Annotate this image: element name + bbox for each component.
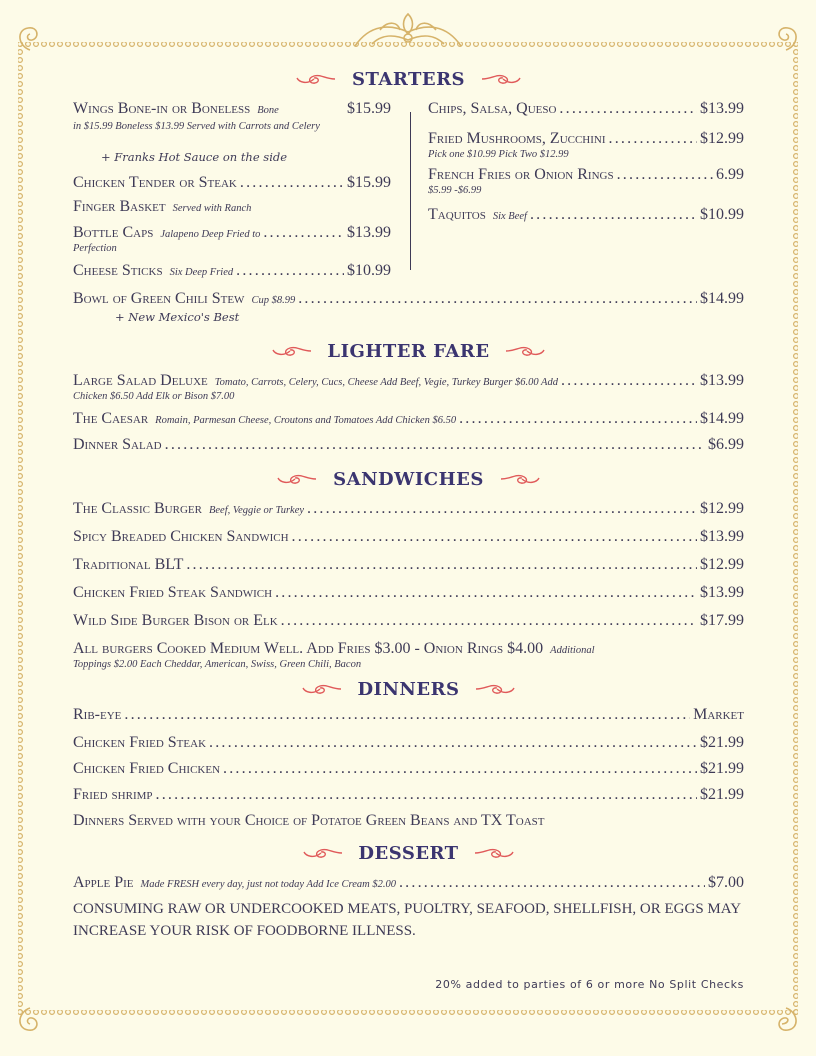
burger-note: [73, 640, 744, 658]
swirl-right-icon: [473, 846, 515, 860]
item-name: Fried shrimp: [73, 786, 153, 803]
item-description: Romain, Parmesan Cheese, Croutons and Tomatoes Add Chicken $6.50: [155, 415, 457, 426]
item-name: Spicy Breaded Chicken Sandwich: [73, 528, 289, 545]
item-name: Large Salad Deluxe: [73, 372, 208, 389]
item-price: $13.99: [700, 528, 744, 545]
sandwiches-title: SANDWICHES: [333, 468, 484, 490]
item-name: Bottle Caps: [73, 224, 154, 241]
menu-item: [428, 130, 744, 148]
item-description: Beef, Veggie or Turkey: [208, 505, 305, 516]
item-price: $10.99: [700, 206, 744, 223]
menu-item: [73, 734, 744, 752]
menu-item: [73, 410, 744, 428]
swirl-left-icon: [276, 472, 318, 486]
dinners-note: Dinners Served with your Choice of Potatoe Green Beans and TX Toast: [73, 812, 545, 829]
item-price: $21.99: [700, 760, 744, 777]
swirl-left-icon: [302, 846, 344, 860]
dinners-title: DINNERS: [357, 678, 460, 700]
item-description: Jalapeno Deep Fried to: [160, 229, 261, 240]
burger-note-description: Additional: [550, 645, 595, 656]
item-description: Bone: [257, 105, 279, 116]
food-safety-warning: CONSUMING RAW OR UNDERCOOKED MEATS, PUOLTRY, SEAFOOD, SHELLFISH, OR EGGS MAY INCREASE YOUR RISK OF FOODBORNE ILLNESS.: [73, 901, 741, 939]
item-price: $13.99: [700, 100, 744, 117]
item-price: $7.00: [708, 874, 744, 891]
item-name: Dinner Salad: [73, 436, 162, 453]
item-name: Chicken Fried Steak Sandwich: [73, 584, 273, 601]
menu-item: [428, 166, 744, 184]
item-price: $14.99: [700, 410, 744, 427]
item-price: $21.99: [700, 786, 744, 803]
swirl-left-icon: [271, 344, 313, 358]
item-price: $14.99: [700, 290, 744, 307]
item-name: Wild Side Burger Bison or Elk: [73, 612, 278, 629]
item-description: Six Beef: [492, 211, 527, 222]
item-price: 6.99: [716, 166, 744, 183]
item-price: $13.99: [700, 584, 744, 601]
section-heading-dinners: [73, 678, 744, 700]
item-subtext: in $15.99 Boneless $13.99 Served with Carrots and Celery: [73, 121, 320, 132]
item-price: $21.99: [700, 734, 744, 751]
menu-item: [73, 174, 391, 192]
item-price: $17.99: [700, 612, 744, 629]
item-name: Chicken Tender or Steak: [73, 174, 237, 191]
menu-item: [73, 874, 744, 892]
dessert-title: DESSERT: [358, 842, 459, 864]
item-name: Rib-eye: [73, 706, 122, 723]
menu-item: [73, 436, 744, 454]
item-description: Made FRESH every day, just not today Add Ice Cream $2.00: [140, 879, 396, 890]
item-price: $10.99: [347, 262, 391, 279]
item-name: The Caesar: [73, 410, 149, 427]
column-divider: [410, 112, 411, 270]
item-price: Market: [693, 706, 744, 723]
item-price: $15.99: [347, 174, 391, 191]
menu-item: [73, 224, 391, 242]
menu-item: [428, 206, 744, 224]
menu-item: [73, 584, 744, 602]
item-description: Cup $8.99: [251, 295, 296, 306]
section-heading-starters: [73, 68, 744, 90]
item-subtext: Chicken $6.50 Add Elk or Bison $7.00: [73, 391, 235, 402]
footer-policy: 20% added to parties of 6 or more No Split Checks: [435, 978, 744, 991]
menu-item: [73, 198, 391, 216]
item-name: The Classic Burger: [73, 500, 202, 517]
menu-item: [73, 500, 744, 518]
swirl-right-icon: [504, 344, 546, 358]
item-price: $12.99: [700, 556, 744, 573]
item-name: Chips, Salsa, Queso: [428, 100, 557, 117]
item-name: Fried Mushrooms, Zucchini: [428, 130, 606, 147]
item-description: Tomato, Carrots, Celery, Cucs, Cheese Add Beef, Vegie, Turkey Burger $6.00 Add: [214, 377, 558, 388]
menu-item: [73, 556, 744, 574]
item-price: $15.99: [347, 100, 391, 117]
item-name: Traditional BLT: [73, 556, 184, 573]
starters-title: STARTERS: [351, 68, 466, 90]
item-name: Chicken Fried Chicken: [73, 760, 221, 777]
swirl-left-icon: [301, 682, 343, 696]
section-heading-sandwiches: [73, 468, 744, 490]
item-name: Wings Bone-in or Boneless: [73, 100, 251, 117]
menu-item: [73, 262, 391, 280]
item-price: $6.99: [708, 436, 744, 453]
item-price: $12.99: [700, 130, 744, 147]
burger-note-text: All burgers Cooked Medium Well. Add Fries $3.00 - Onion Rings $4.00: [73, 640, 544, 657]
item-subtext: $5.99 -$6.99: [428, 185, 482, 196]
item-note: + Franks Hot Sauce on the side: [101, 150, 288, 164]
swirl-right-icon: [480, 72, 522, 86]
lighter-fare-title: LIGHTER FARE: [327, 340, 490, 362]
menu-item: [73, 760, 744, 778]
item-subtext: Pick one $10.99 Pick Two $12.99: [428, 149, 569, 160]
swirl-left-icon: [295, 72, 337, 86]
swirl-right-icon: [499, 472, 541, 486]
item-name: Cheese Sticks: [73, 262, 163, 279]
item-price: $12.99: [700, 500, 744, 517]
menu-item: [73, 290, 744, 308]
item-description: Served with Ranch: [172, 203, 252, 214]
menu-item: [73, 706, 744, 724]
item-description: Six Deep Fried: [169, 267, 234, 278]
swirl-right-icon: [474, 682, 516, 696]
menu-item: [428, 100, 744, 118]
item-name: Chicken Fried Steak: [73, 734, 207, 751]
item-name: Bowl of Green Chili Stew: [73, 290, 245, 307]
item-price: $13.99: [347, 224, 391, 241]
menu-item: [73, 372, 744, 390]
menu-item: [73, 786, 744, 804]
item-name: Taquitos: [428, 206, 486, 223]
item-name: Finger Basket: [73, 198, 166, 215]
item-note: + New Mexico's Best: [115, 310, 240, 324]
menu-item: [73, 528, 744, 546]
item-name: French Fries or Onion Rings: [428, 166, 614, 183]
menu-item: [73, 612, 744, 630]
item-subtext: Perfection: [73, 243, 117, 254]
item-name: Apple Pie: [73, 874, 134, 891]
burger-note-subtext: Toppings $2.00 Each Cheddar, American, Swiss, Green Chili, Bacon: [73, 659, 362, 670]
section-heading-dessert: [73, 842, 744, 864]
section-heading-lighter-fare: [73, 340, 744, 362]
menu-item: [73, 100, 391, 118]
item-price: $13.99: [700, 372, 744, 389]
